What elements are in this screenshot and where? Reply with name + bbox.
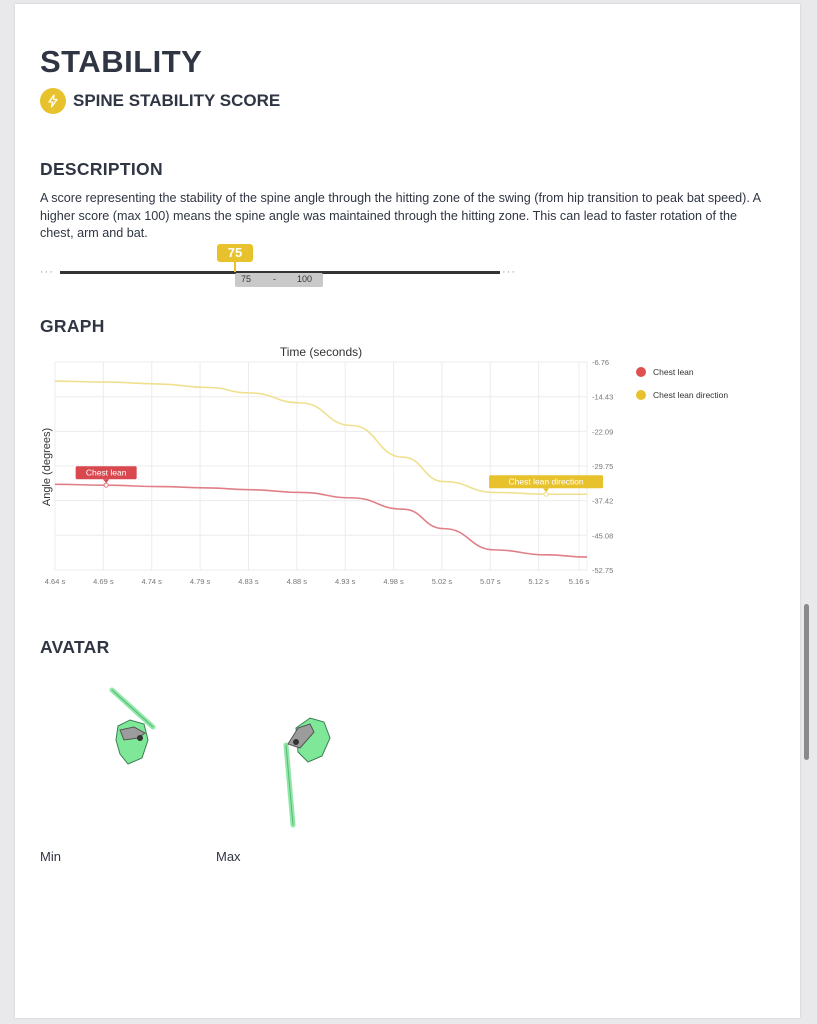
y-tick-label: -29.75 bbox=[592, 461, 614, 471]
avatar-max-figure bbox=[286, 718, 330, 825]
series-marker-label: Chest lean bbox=[85, 467, 127, 478]
y-tick-label: -6.76 bbox=[592, 358, 610, 367]
range-max-value: 100 bbox=[297, 274, 313, 284]
x-tick-label: 4.98 s bbox=[383, 577, 404, 586]
slider-right-dots: ··· bbox=[502, 266, 516, 278]
y-tick-label: -14.43 bbox=[592, 392, 614, 402]
avatar-max-label: Max bbox=[216, 849, 241, 864]
x-tick-label: 4.69 s bbox=[93, 577, 114, 586]
x-tick-label: 4.64 s bbox=[44, 577, 66, 586]
description-heading: DESCRIPTION bbox=[40, 159, 163, 179]
description-text: A score representing the stability of the spine angle through the hitting zone of the swing (from hip transition to peak bat speed). A higher score (max 100) means the spine angle was maintained through the hitting zone. This can lead to faster rotation of the chest, arm and bat. bbox=[40, 191, 761, 240]
avatar-heading: AVATAR bbox=[40, 637, 110, 657]
x-tick-label: 5.02 s bbox=[431, 577, 453, 586]
y-tick-label: -37.42 bbox=[592, 496, 614, 506]
series-marker-label: Chest lean direction bbox=[508, 476, 584, 487]
x-tick-label: 4.88 s bbox=[286, 577, 308, 586]
slider-value-badge[interactable]: 75 bbox=[217, 244, 253, 262]
y-tick-label: -22.09 bbox=[592, 427, 614, 437]
x-axis-title: Time (seconds) bbox=[279, 345, 363, 359]
legend-label: Chest lean bbox=[653, 366, 694, 377]
graph-heading: GRAPH bbox=[40, 316, 105, 336]
y-axis-title: Angle (degrees) bbox=[41, 427, 53, 507]
x-tick-label: 4.83 s bbox=[238, 577, 259, 586]
legend-label: Chest lean direction bbox=[653, 389, 729, 400]
range-separator: - bbox=[273, 274, 276, 284]
avatar-min-label: Min bbox=[40, 849, 61, 864]
x-tick-label: 5.16 s bbox=[568, 577, 590, 586]
x-tick-label: 4.74 s bbox=[141, 577, 162, 586]
y-tick-label: -45.08 bbox=[592, 531, 614, 541]
score-title: SPINE STABILITY SCORE bbox=[73, 91, 281, 110]
x-tick-label: 4.93 s bbox=[334, 577, 356, 586]
range-min-value: 75 bbox=[241, 274, 252, 284]
x-tick-label: 4.79 s bbox=[189, 577, 211, 586]
slider-left-dots: ··· bbox=[40, 266, 54, 278]
x-tick-label: 5.12 s bbox=[528, 577, 549, 586]
y-tick-label: -52.75 bbox=[592, 566, 614, 575]
avatar-min-figure bbox=[112, 690, 153, 764]
page-title: STABILITY bbox=[40, 44, 203, 79]
x-tick-label: 5.07 s bbox=[480, 577, 501, 586]
